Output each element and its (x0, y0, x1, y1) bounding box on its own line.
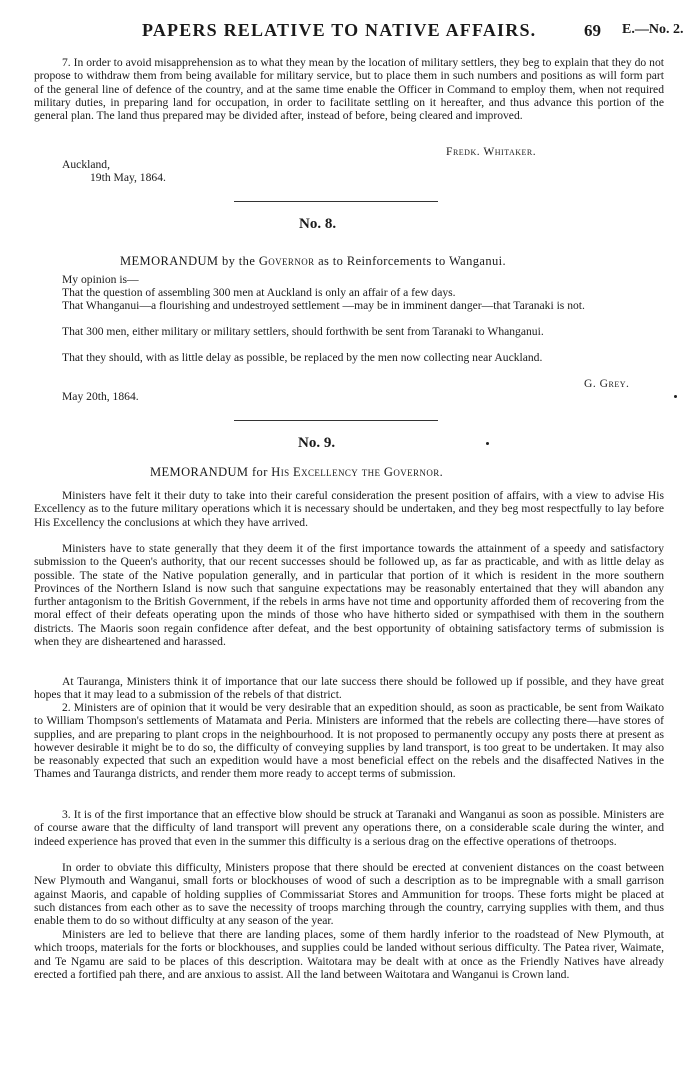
date-may-20th: May 20th, 1864. (62, 390, 139, 403)
page-number: 69 (584, 21, 601, 40)
no-9-paragraph-3: At Tauranga, Ministers think it of importance that our late success there should be followed up if possible, and they have great hopes that it may lead to a submission of the rebels of that district. (34, 675, 664, 702)
document-reference: E.—No. 2. (622, 22, 684, 37)
stray-mark (674, 395, 677, 398)
no-9-memo-heading (150, 465, 443, 480)
no-9-heading: No. 9. (298, 435, 336, 451)
no-9-paragraph-4: 2. Ministers are of opinion that it would be very desirable that an expedition should, as soon as practicable, be sent from Waikato to William Thompson's settlements of Matamata and Peria. Ministers are informed that the rebels are collecting there—have stores of supplies, and are preparing to plant crops in the neighbourhood. It is not proposed to permanently occupy any posts there at present as however desirable it might be to do so, the difficulty of conveying supplies by land transport, is too great to be undertaken. It may also be reasonably expected that such an expedition would have a most beneficial effect on the rebels and the disaffected Natives in the Thames and Tauranga districts, and render them more ready to accept terms of submission. (34, 701, 664, 781)
signature-whitaker: Fredk. Whitaker. (446, 145, 537, 158)
section-7-paragraph: 7. In order to avoid misapprehension as to what they mean by the location of military settlers, they beg to explain that they do not propose to withdraw them from being available for military service, but to place them in such numbers and positions as will form part of the general line of defence of the country, and at the same time enable the Officer in Command to employ them, when not required military duties, in preparing land for occupation, in order to facilitate settling on it hereafter, and thus advance this portion of the general plan. The land thus prepared may be divided after, instead of before, being cleared and improved. (34, 56, 664, 123)
no-8-memo-suffix: as to Reinforcements to Wanganui. (314, 254, 507, 268)
no-8-line-1: My opinion is— (62, 273, 139, 286)
no-8-line-3: That Whanganui—a flourishing and undestroyed settlement —may be in imminent danger—that Taranaki is not. (62, 299, 585, 312)
page-header (0, 20, 700, 44)
no-8-memo-prefix: MEMORANDUM by the (120, 254, 259, 268)
no-9-paragraph-7: Ministers are led to believe that there are landing places, some of them hardly inferior to the roadstead of New Plymouth, at which troops, materials for the forts or blockhouses, and supplies could be landed without serious difficulty. The Patea river, Waimate, and Te Ngamu are said to be places of this description. Waitotara may be dealt with at once as the Friendly Natives have already erected a fortified pah there, and are anxious to assist. All the land between Waitotara and Wanganui is Crown land. (34, 928, 664, 981)
no-9-paragraph-1: Ministers have felt it their duty to take into their careful consideration the present position of affairs, with a view to advise His Excellency as to the future military operations which it is necessary should be undertaken, and they beg most respectfully to lay before His Excellency the conclusions at which they have arrived. (34, 489, 664, 529)
no-8-line-5: That they should, with as little delay as possible, be replaced by the men now collecting near Auckland. (62, 351, 543, 364)
no-9-paragraph-2: Ministers have to state generally that they deem it of the first importance towards the attainment of a speedy and satisfactory submission to the Queen's authority, that our recent successes should be followed up, as far as practicable, and with as little delay as possible. The state of the Native population generally, and in particular that portion of it which is resident in the more southern Provinces of the Northern Island is now such that sanguine expectations may be reasonably entertained that they will abandon any further antagonism to the British Government, if the rebels in arms have not time and opportunity afforded them of recovering from the moral effect of their defeats operating upon the minds of those who have hitherto sided or sympathised with them in the southern districts. The Maoris soon regain confidence after defeat, and the best opportunity of obtaining satisfactory terms of submission is when they are disheartened and harassed. (34, 542, 664, 649)
stray-mark (486, 442, 489, 445)
no-8-memo-heading (120, 254, 506, 269)
no-8-memo-governor: Governor (258, 254, 315, 268)
no-9-memo-addressee: His Excellency the Governor. (271, 465, 444, 479)
no-9-memo-prefix: MEMORANDUM for (150, 465, 272, 479)
no-9-paragraph-6: In order to obviate this difficulty, Ministers propose that there should be erected at convenient distances on the coast between New Plymouth and Wanganui, small forts or blockhouses of wood of such a description as to be impregnable with a small garrison against Maoris, and capable of holding supplies of Commissariat Stores and Ammunition for troops. These forts might be placed at such distances from each other as to save the necessity of troops marching through the country, carrying supplies with them, and thus enable them to do so without difficulty at any season of the year. (34, 861, 664, 928)
no-9-paragraph-5: 3. It is of the first importance that an effective blow should be struck at Taranaki and Wanganui as soon as possible. Ministers are of course aware that the difficulty of land transport will prevent any operations there, on a considerable scale during the winter, and indeed experience has proved that even in the summer this difficulty is a serious drag on the effective operations of thetroops. (34, 808, 664, 848)
date-19th-may: 19th May, 1864. (90, 171, 166, 184)
section-divider (234, 420, 438, 421)
signature-grey: G. Grey. (584, 377, 630, 390)
section-divider (234, 201, 438, 202)
header-title: PAPERS RELATIVE TO NATIVE AFFAIRS. (142, 20, 537, 40)
place-auckland: Auckland, (62, 158, 110, 171)
no-8-line-4: That 300 men, either military or military settlers, should forthwith be sent from Taranaki to Whanganui. (62, 325, 544, 338)
no-8-heading: No. 8. (299, 216, 337, 232)
no-8-line-2: That the question of assembling 300 men at Auckland is only an affair of a few days. (62, 286, 456, 299)
